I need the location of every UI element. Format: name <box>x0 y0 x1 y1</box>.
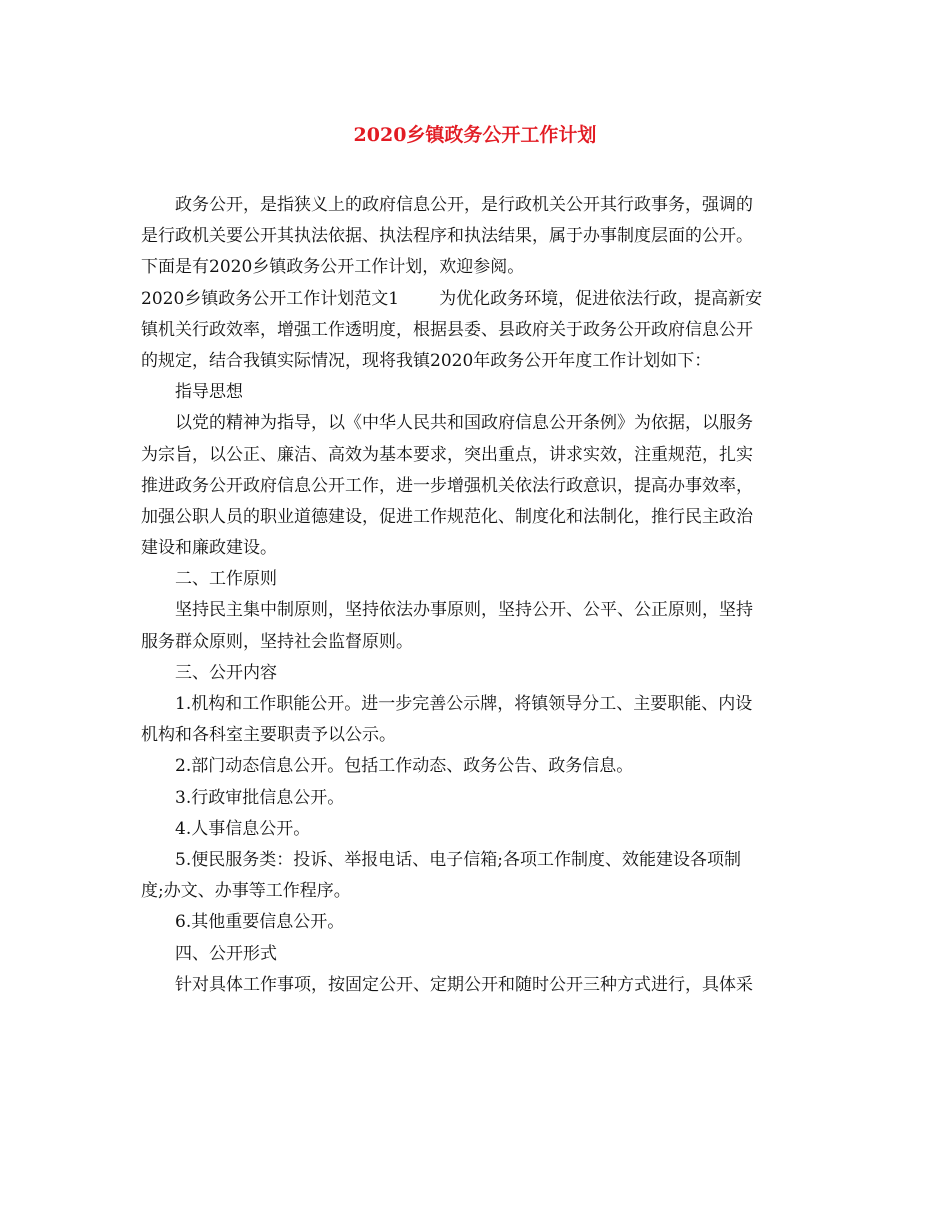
paragraph-line: 建设和廉政建设。 <box>141 538 277 559</box>
list-item: 2.部门动态信息公开。包括工作动态、政务公告、政务信息。 <box>175 756 634 777</box>
section-heading: 三、公开内容 <box>175 662 277 683</box>
list-item: 5.便民服务类：投诉、举报电话、电子信箱;各项工作制度、效能建设各项制 <box>175 849 741 870</box>
paragraph-line: 镇机关行政效率，增强工作透明度，根据县委、县政府关于政务公开政府信息公开 <box>141 319 753 340</box>
section-heading: 四、公开形式 <box>175 943 277 964</box>
paragraph-line: 服务群众原则，坚持社会监督原则。 <box>141 631 413 652</box>
section-heading: 指导思想 <box>175 382 243 403</box>
paragraph-line: 政务公开，是指狭义上的政府信息公开，是行政机关公开其行政事务，强调的 <box>175 195 753 215</box>
paragraph-line: 针对具体工作事项，按固定公开、定期公开和随时公开三种方式进行，具体采 <box>175 974 753 995</box>
sample-heading: 2020乡镇政务公开工作计划范文1 <box>141 288 400 309</box>
paragraph-line: 的规定，结合我镇实际情况，现将我镇2020年政务公开年度工作计划如下： <box>141 350 712 371</box>
paragraph-line: 加强公职人员的职业道德建设，促进工作规范化、制度化和法制化，推行民主政治 <box>141 506 753 527</box>
paragraph-line <box>141 284 813 315</box>
paragraph-text: 为优化政务环境，促进依法行政，提高新安 <box>439 288 763 309</box>
document-body <box>141 190 813 1001</box>
paragraph-line: 以党的精神为指导，以《中华人民共和国政府信息公开条例》为依据，以服务 <box>175 413 753 434</box>
list-item: 3.行政审批信息公开。 <box>175 787 345 808</box>
list-item-continuation: 机构和各科室主要职责予以公示。 <box>141 725 396 746</box>
paragraph-line: 是行政机关要公开其执法依据、执法程序和执法结果，属于办事制度层面的公开。 <box>141 226 753 247</box>
list-item: 6.其他重要信息公开。 <box>175 912 345 933</box>
list-item: 1.机构和工作职能公开。进一步完善公示牌，将镇领导分工、主要职能、内设 <box>175 694 753 714</box>
section-heading: 二、工作原则 <box>175 569 277 590</box>
paragraph-line: 推进政务公开政府信息公开工作，进一步增强机关依法行政意识，提高办事效率， <box>141 475 753 496</box>
paragraph-line: 坚持民主集中制原则，坚持依法办事原则，坚持公开、公平、公正原则，坚持 <box>175 600 753 621</box>
list-item: 4.人事信息公开。 <box>175 818 311 839</box>
paragraph-line: 下面是有2020乡镇政务公开工作计划，欢迎参阅。 <box>141 257 525 278</box>
document-title: 2020乡镇政务公开工作计划 <box>353 124 597 146</box>
paragraph-line: 为宗旨，以公正、廉洁、高效为基本要求，突出重点，讲求实效，注重规范，扎实 <box>141 444 753 465</box>
list-item-continuation: 度;办文、办事等工作程序。 <box>141 881 351 902</box>
